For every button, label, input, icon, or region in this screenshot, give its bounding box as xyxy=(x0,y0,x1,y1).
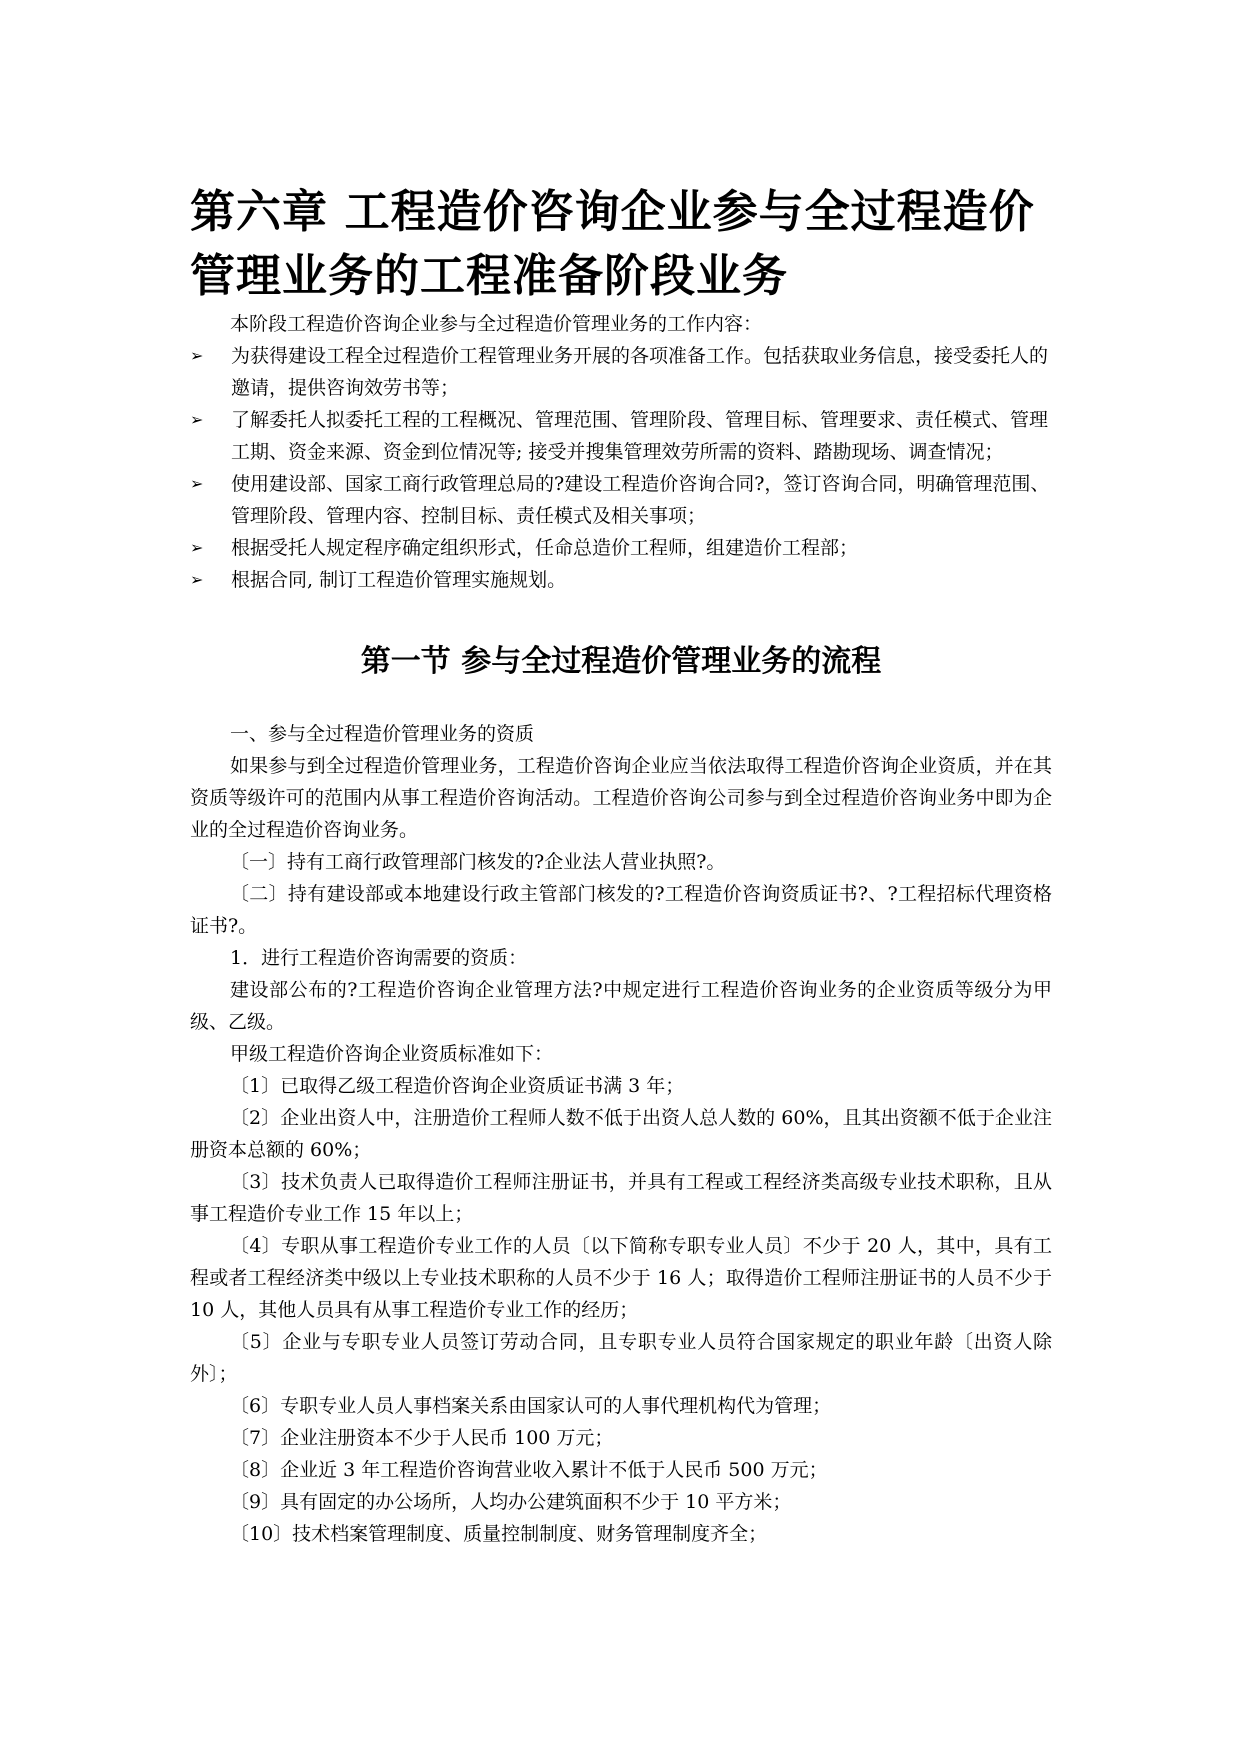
bullet-list xyxy=(190,340,1052,596)
arrow-bullet-icon: ➢ xyxy=(190,474,204,493)
paragraph: 〔7〕企业注册资本不少于人民币 100 万元； xyxy=(230,1427,614,1449)
paragraph: 如果参与到全过程造价管理业务，工程造价咨询企业应当依法取得工程造价咨询企业资质，并在其资质等级许可的范围内从事工程造价咨询活动。工程造价咨询公司参与到全过程造价咨询业务中即为企业的全过程造价咨询业务。 xyxy=(190,755,1052,841)
paragraph: 〔5〕企业与专职专业人员签订劳动合同，且专职专业人员符合国家规定的职业年龄〔出资人除外〕； xyxy=(190,1331,1052,1385)
bullet-text: 根据合同, 制订工程造价管理实施规划。 xyxy=(231,569,567,591)
chapter-title-line2: 管理业务的工程准备阶段业务 xyxy=(190,249,789,302)
bullet-item xyxy=(190,468,1052,532)
paragraph: 〔2〕企业出资人中，注册造价工程师人数不低于出资人总人数的 60%，且其出资额不低于企业注册资本总额的 60%； xyxy=(190,1107,1052,1161)
bullet-item xyxy=(190,532,1052,564)
paragraph: 〔9〕具有固定的办公场所，人均办公建筑面积不少于 10 平方米； xyxy=(230,1491,792,1513)
paragraph: 〔1〕已取得乙级工程造价咨询企业资质证书满 3 年； xyxy=(230,1075,685,1097)
chapter-title-line1: 第六章 工程造价咨询企业参与全过程造价 xyxy=(190,185,1035,238)
bullet-text: 为获得建设工程全过程造价工程管理业务开展的各项准备工作。包括获取业务信息，接受委托人的邀请，提供咨询效劳书等； xyxy=(231,345,1049,399)
paragraph: 甲级工程造价咨询企业资质标准如下： xyxy=(230,1043,554,1065)
bullet-item xyxy=(190,404,1052,468)
paragraph: 〔一〕持有工商行政管理部门核发的?企业法人营业执照?。 xyxy=(230,851,726,873)
bullet-text: 使用建设部、国家工商行政管理总局的?建设工程造价咨询合同?，签订咨询合同，明确管理范围、管理阶段、管理内容、控制目标、责任模式及相关事项； xyxy=(231,473,1050,527)
arrow-bullet-icon: ➢ xyxy=(190,538,204,557)
paragraph: 〔4〕专职从事工程造价专业工作的人员〔以下简称专职专业人员〕不少于 20 人，其中，具有工程或者工程经济类中级以上专业技术职称的人员不少于 16 人；取得造价工程师注册证书的人员不少于 10 人，其他人员具有从事工程造价专业工作的经历； xyxy=(190,1235,1052,1321)
subheading: 一、参与全过程造价管理业务的资质 xyxy=(230,723,535,745)
arrow-bullet-icon: ➢ xyxy=(190,346,204,365)
bullet-text: 根据受托人规定程序确定组织形式，任命总造价工程师，组建造价工程部； xyxy=(231,537,859,559)
bullet-item xyxy=(190,564,1052,596)
section-title: 第一节 参与全过程造价管理业务的流程 xyxy=(360,644,882,679)
paragraph: 建设部公布的?工程造价咨询企业管理方法?中规定进行工程造价咨询业务的企业资质等级分为甲级、乙级。 xyxy=(190,979,1052,1033)
bullet-item xyxy=(190,340,1052,404)
paragraph: 〔二〕持有建设部或本地建设行政主管部门核发的?工程造价咨询资质证书?、?工程招标代理资格证书?。 xyxy=(190,883,1052,937)
paragraph: 〔6〕专职专业人员人事档案关系由国家认可的人事代理机构代为管理； xyxy=(230,1395,832,1417)
paragraph: 〔10〕技术档案管理制度、质量控制制度、财务管理制度齐全； xyxy=(230,1523,768,1545)
intro-text: 本阶段工程造价咨询企业参与全过程造价管理业务的工作内容： xyxy=(230,313,763,335)
arrow-bullet-icon: ➢ xyxy=(190,410,204,429)
paragraph: 1．进行工程造价咨询需要的资质： xyxy=(230,947,528,969)
paragraph: 〔3〕技术负责人已取得造价工程师注册证书，并具有工程或工程经济类高级专业技术职称，且从事工程造价专业工作 15 年以上； xyxy=(190,1171,1052,1225)
arrow-bullet-icon: ➢ xyxy=(190,570,204,589)
chapter-title xyxy=(190,180,1052,308)
paragraph: 〔8〕企业近 3 年工程造价咨询营业收入累计不低于人民币 500 万元； xyxy=(230,1459,828,1481)
bullet-text: 了解委托人拟委托工程的工程概况、管理范围、管理阶段、管理目标、管理要求、责任模式、管理工期、资金来源、资金到位情况等; 接受并搜集管理效劳所需的资料、踏勘现场、调查情况； xyxy=(231,409,1049,463)
page-content xyxy=(190,180,1052,1550)
